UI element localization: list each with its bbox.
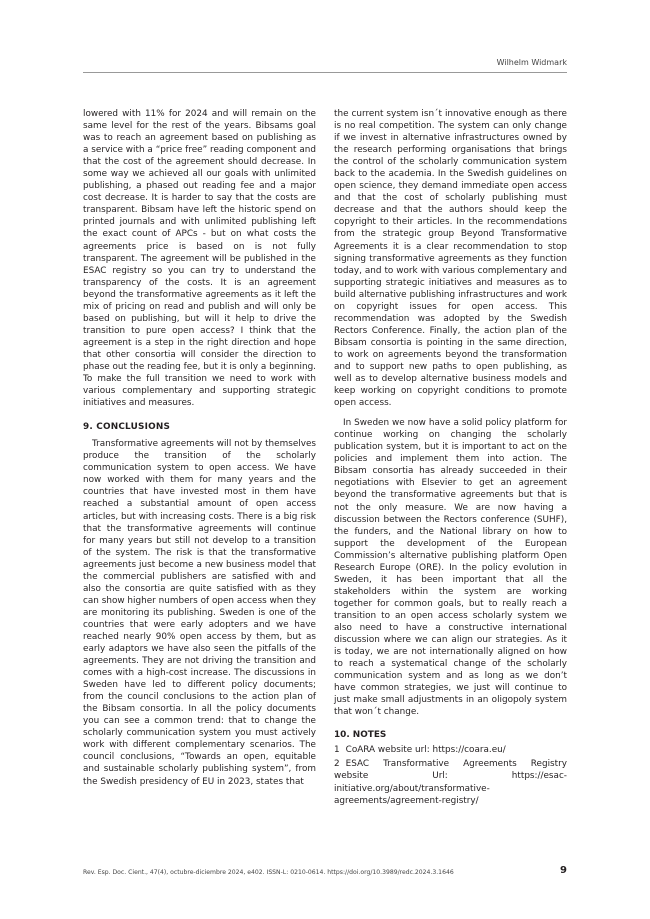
right-column xyxy=(334,108,567,809)
section-heading-notes: 10. NOTES xyxy=(334,730,387,741)
footnote-number: 2 xyxy=(334,759,340,770)
running-header-author: Wilhelm Widmark xyxy=(496,58,567,67)
footnote-text: ESAC Transformative Agreements Registry website Url: https://esac-initiative.org/about/transformative-agreements/agreement-registry/ xyxy=(334,759,567,806)
body-paragraph: In Sweden we now have a solid policy platform for continue working on changing the scholarly publication system, but it is important to act on the policies and implement them into action. The Bibsam consortia has already succeeded in their negotiations with Elsevier to get an agreement beyond the transformative agreements but that is not the only measure. We are now having a discussion between the Rectors conference (SUHF), the funders, and the National library on how to support the development of the European Commission’s alternative publishing platform Open Research Europe (ORE). In the policy evolution in Sweden, it has been important that all the stakeholders within the system are working together for common goals, but to really reach a transition to an open access scholarly system we also need to have a constructive international discussion where we can align our strategies. As it is today, we are not internationally aligned on how to reach a systematical change of the scholarly communication system and as long as we don’t have common strategies, we just will continue to just make small adjustments in an oligopoly system that won´t change. xyxy=(334,418,567,718)
footnote-number: 1 xyxy=(334,745,340,756)
footnote-item xyxy=(334,744,567,756)
body-paragraph: lowered with 11% for 2024 and will remain on the same level for the rest of the years. Bibsams goal was to reach an agreement based on publishing as a service with a “price free” reading component and that the cost of the agreement should decrease. In some way we achieved all our goals with unlimited publishing, a phased out reading fee and a major cost decrease. It is harder to say that the costs are transparent. Bibsam have left the historic spend on printed journals and with unlimited publishing left the exact count of APCs - but on what costs the agreements price is based on is not fully transparent. The agreement will be published in the ESAC registry so you can try to understand the transparency of the costs. It is an agreement beyond the transformative agreements as it left the mix of pricing on read and publish and will only be based on publishing, but will it help to drive the transition to pure open access? I think that the agreement is a step in the right direction and hope that other consortia will consider the direction to phase out the reading fee, but it is only a beginning. To make the full transition we need to work with various complementary and supporting strategic initiatives and measures. xyxy=(83,109,316,409)
header-divider xyxy=(83,72,567,73)
footnote-text: CoARA website url: https://coara.eu/ xyxy=(345,745,506,756)
footer-citation: Rev. Esp. Doc. Cient., 47(4), octubre-diciembre 2024, e402. ISSN-L: 0210-0614. https://doi.org/10.3989/redc.2024.3.1646 xyxy=(83,869,454,876)
body-paragraph: the current system isn´t innovative enough as there is no real competition. The system can only change if we invest in alternative infrastructures owned by the research performing organisations that brings the control of the scholarly communication system back to the academia. In the Swedish guidelines on open science, they demand immediate open access and that the cost of scholarly publishing must decrease and that the authors should keep the copyright to their articles. In the recommendations from the strategic group Beyond Transformative Agreements it is a clear recommendation to stop signing transformative agreements as they function today, and to work with various complementary and supporting strategic initiatives and measures as to build alternative publishing infrastructures and work on copyright issues for open access. This recommendation was adopted by the Swedish Rectors Conference. Finally, the action plan of the Bibsam consortia is pointing in the same direction, to work on agreements beyond the transformation and to support new paths to open publishing, as well as to develop alternative business models and keep working on copyright conditions to promote open access. xyxy=(334,109,567,409)
body-paragraph: Transformative agreements will not by themselves produce the transition of the scholarly communication system to open access. We have now worked with them for many years and the countries that have invested most in them have reached a substantial amount of open access articles, but with increasing costs. There is a big risk that the transformative agreements will continue for many years but still not develop to a transition of the system. The risk is that the transformative agreements just become a new business model that the commercial publishers are satisfied with and also the consortia are quite satisfied with as they can show higher numbers of open access when they are monitoring its publishing. Sweden is one of the countries that were early adopters and we have reached nearly 90% open access by them, but as early adaptors we have also seen the pitfalls of the agreements. They are not driving the transition and comes with a high-cost increase. The discussions in Sweden have led to different policy documents; from the council conclusions to the action plan of the Bibsam consortia. In all the policy documents you can see a common trend: that to change the scholarly communication system you must actively work with different complementary scenarios. The council conclusions, “Towards an open, equitable and sustainable scholarly publishing system”, from the Swedish presidency of EU in 2023, states that xyxy=(83,439,317,787)
footnote-item xyxy=(334,758,567,806)
section-heading-conclusions: 9. CONCLUSIONS xyxy=(83,422,171,433)
page-number: 9 xyxy=(560,865,567,876)
left-column xyxy=(83,108,316,788)
